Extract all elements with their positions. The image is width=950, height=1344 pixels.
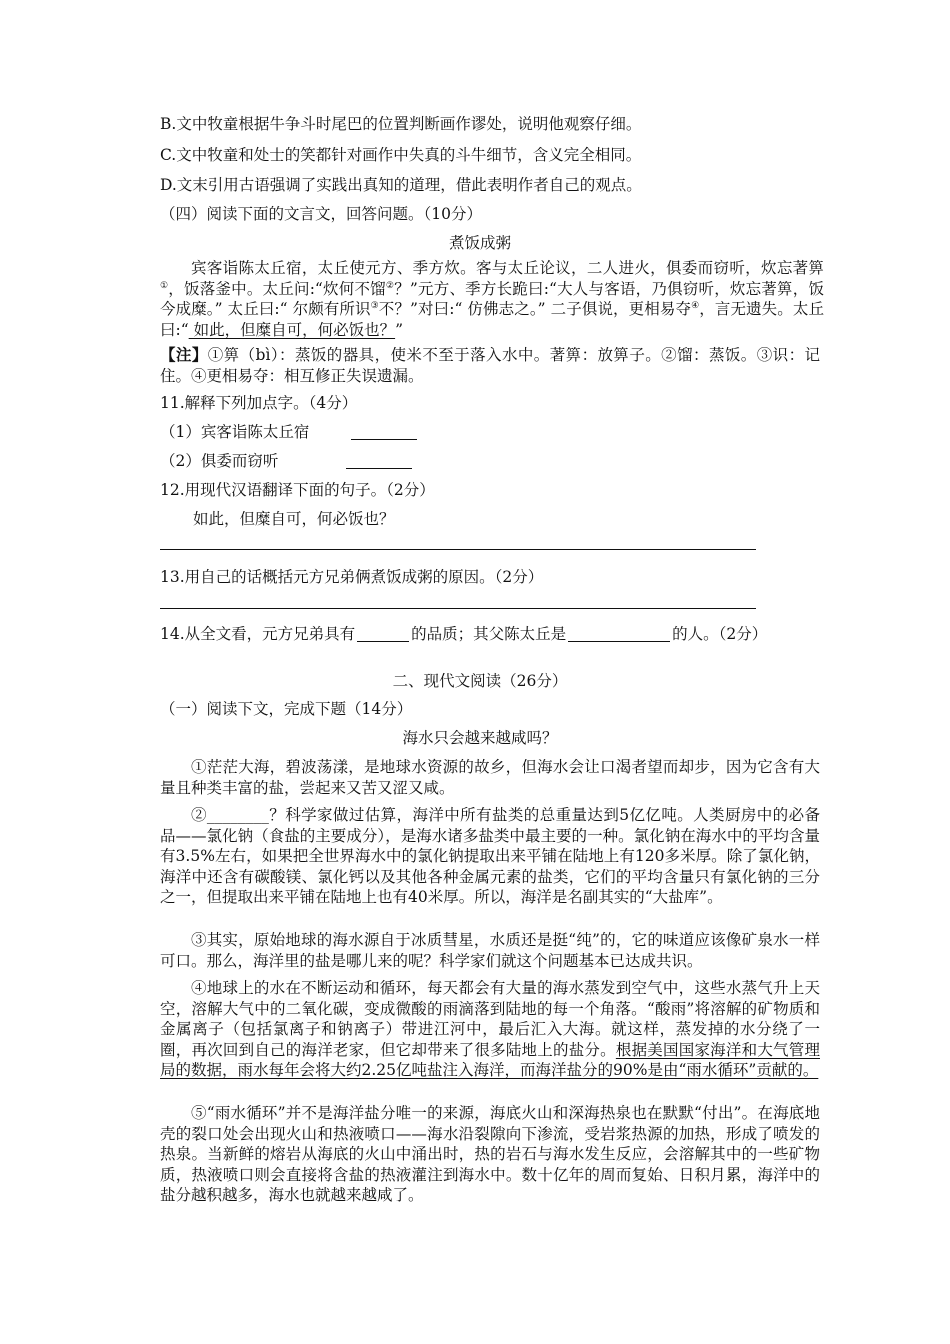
underlined-passage: 根据美国国家海洋和大气管理局的数据，雨水每年会将大约2.25亿吨盐注入海洋，而海洋盐分的90%是由“雨水循环”贡献的。	[160, 1040, 820, 1079]
answer-blank-11-2[interactable]	[346, 452, 412, 469]
question-11-1: （1）宾客诣陈太丘宿	[160, 422, 423, 442]
paragraph-2-blank[interactable]: ________	[206, 806, 269, 824]
article-paragraph-3: ③其实，原始地球的海水源自于冰质彗星，水质还是挺“纯”的，它的味道应该像矿泉水一样可口。那么，海洋里的盐是哪儿来的呢？科学家们就这个问题基本已达成共识。	[160, 931, 820, 970]
question-12-sentence: 如此，但糜自可，何必饭也？	[193, 510, 395, 528]
question-13: 13.用自己的话概括元方兄弟俩煮饭成粥的原因。（2分）	[160, 568, 544, 586]
classical-text: 宾客诣陈太丘宿，太丘使元方、季方炊。客与太丘论议，二人进火，俱委而窃听，炊忘著箅①，饭落釜中。太丘问:“炊何不馏②？”元方、季方长跪曰:“大人与客语，乃俱窃听，炊忘著箅，饭今成糜。” 太丘曰:“ 尔颇有所识③不？”对曰:“ 仿佛志之。” 二子俱说，更相易夺④，言无遗失。太丘曰:“ 如此，但糜自可，何必饭也？”	[160, 259, 824, 339]
article-paragraph-2: ②________？科学家做过估算，海洋中所有盐类的总重量达到5亿亿吨。人类厨房中的必备品——氯化钠（食盐的主要成分），是海水诸多盐类中最主要的一种。氯化钠在海水中的平均含量有3.5%左右，如果把全世界海水中的氯化钠提取出来平铺在陆地上有120多米厚。除了氯化钠，海洋中还含有碳酸镁、氯化钙以及其他各种金属元素的盐类，它们的平均含量只有氯化钠的三分之一，但提取出来平铺在陆地上也有40米厚。所以，海洋是名副其实的“大盐库”。	[160, 806, 820, 906]
question-12: 12.用现代汉语翻译下面的句子。（2分）	[160, 481, 435, 499]
answer-blank-14-2[interactable]	[568, 625, 670, 642]
part2-subheading: （一）阅读下文，完成下题（14分）	[160, 700, 413, 718]
article-title: 海水只会越来越咸吗？	[402, 729, 558, 747]
answer-blank-11-1[interactable]	[351, 423, 417, 440]
section4-heading: （四）阅读下面的文言文，回答问题。（10分）	[160, 205, 482, 223]
question-14: 14.从全文看，元方兄弟具有 的品质；其父陈太丘是 的人。（2分）	[160, 625, 768, 643]
option-d: D.文末引用古语强调了实践出真知的道理，借此表明作者自己的观点。	[160, 176, 642, 194]
article-paragraph-1: ①茫茫大海，碧波荡漾，是地球水资源的故乡，但海水会让口渴者望而却步，因为它含有大量且种类丰富的盐，尝起来又苦又涩又咸。	[160, 758, 820, 797]
note-ref-4: ④	[691, 300, 700, 311]
note-ref-3: ③	[370, 300, 379, 311]
answer-line-13[interactable]	[160, 608, 756, 609]
article-paragraph-4: ④地球上的水在不断运动和循环，每天都会有大量的海水蒸发到空气中，这些水蒸气升上天空，溶解大气中的二氧化碳，变成微酸的雨滴落到陆地的每一个角落。“酸雨”将溶解的矿物质和金属离子（包括氯离子和钠离子）带进江河中，最后汇入大海。就这样，蒸发掉的水分绕了一圈，再次回到自己的海洋老家，但它却带来了很多陆地上的盐分。根据美国国家海洋和大气管理局的数据，雨水每年会将大约2.25亿吨盐注入海洋，而海洋盐分的90%是由“雨水循环”贡献的。	[160, 979, 820, 1079]
part2-heading: 二、现代文阅读（26分）	[392, 672, 568, 690]
classical-text-title: 煮饭成粥	[448, 234, 511, 252]
note-label: 【注】	[160, 345, 208, 364]
note-ref-1: ①	[160, 280, 169, 291]
annotation-note: 【注】①箅（bì）：蒸饭的器具，使米不至于落入水中。著箅：放箅子。②馏：蒸饭。③识：记住。④更相易夺：相互修正失误遗漏。	[160, 345, 820, 385]
question-11-2: （2）俱委而窃听	[160, 451, 418, 471]
option-c: C.文中牧童和处士的笑都针对画作中失真的斗牛细节，含义完全相同。	[160, 146, 642, 164]
article-paragraph-5: ⑤“雨水循环”并不是海洋盐分唯一的来源，海底火山和深海热泉也在默默“付出”。在海底地壳的裂口处会出现火山和热液喷口——海水沿裂隙向下渗流，受岩浆热源的加热，形成了喷发的热泉。当新鲜的熔岩从海底的火山中涌出时，热的岩石与海水发生反应，会溶解其中的一些矿物质，热液喷口则会直接将含盐的热液灌注到海水中。数十亿年的周而复始、日积月累，海洋中的盐分越积越多，海水也就越来越咸了。	[160, 1104, 820, 1204]
note-ref-2: ②	[385, 280, 395, 291]
answer-blank-14-1[interactable]	[357, 625, 409, 642]
underlined-sentence: 如此，但糜自可，何必饭也？	[188, 320, 396, 339]
question-11: 11.解释下列加点字。（4分）	[160, 394, 358, 412]
answer-line-12[interactable]	[160, 549, 756, 550]
option-b: B.文中牧童根据牛争斗时尾巴的位置判断画作谬处，说明他观察仔细。	[160, 115, 642, 133]
